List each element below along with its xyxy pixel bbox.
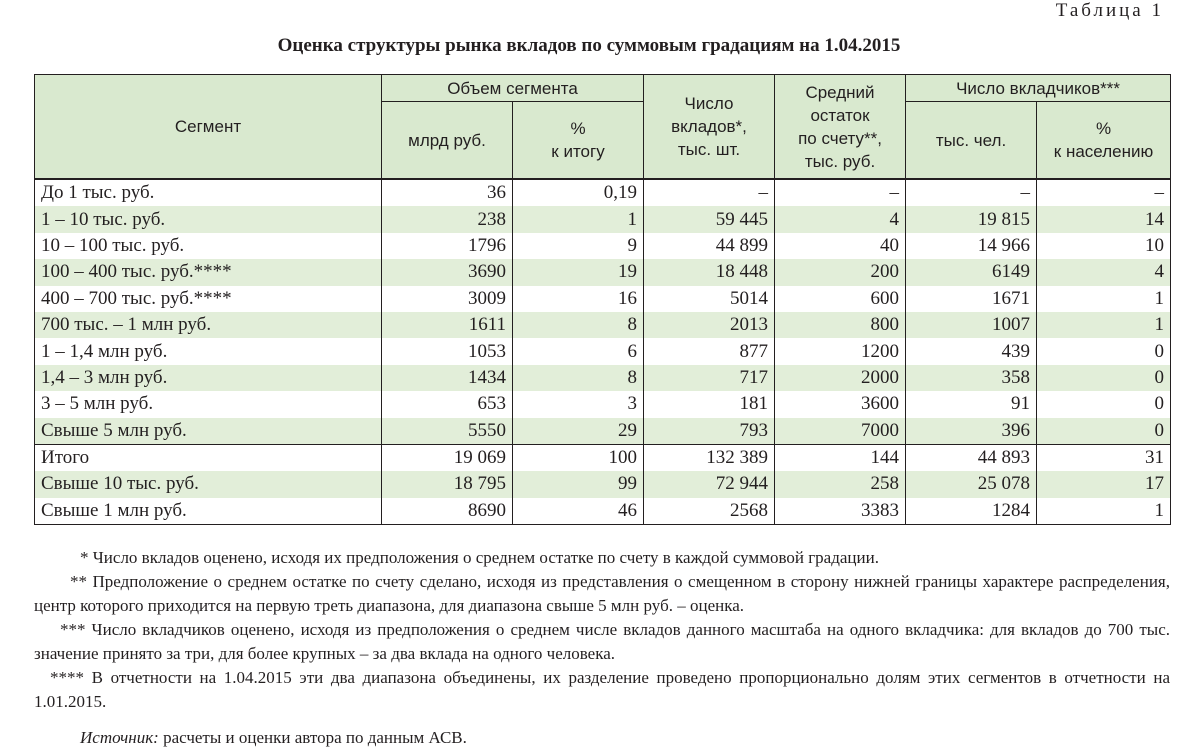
cell-depositors: 1671 bbox=[906, 286, 1037, 312]
cell-depositors: 439 bbox=[906, 338, 1037, 364]
cell-segment: 1 – 1,4 млн руб. bbox=[35, 338, 382, 364]
cell-volume: 1434 bbox=[382, 365, 513, 391]
cell-average-balance: 258 bbox=[775, 471, 906, 497]
cell-pct-total: 99 bbox=[513, 471, 644, 497]
cell-pct-population: 0 bbox=[1037, 338, 1171, 364]
cell-deposits: 181 bbox=[644, 391, 775, 417]
cell-deposits: – bbox=[644, 179, 775, 206]
cell-depositors: 6149 bbox=[906, 259, 1037, 285]
footnote-2: ** Предположение о среднем остатке по счету сделано, исходя из представления о смещенном в сторону нижней границы характере распределения, центр которого приходится на первую треть диапазона, для диапазона свыше 5 млн руб. – оценка. bbox=[34, 572, 1170, 615]
cell-deposits: 793 bbox=[644, 418, 775, 445]
table-row bbox=[35, 498, 1171, 525]
header-depositors-pct: % к населению bbox=[1037, 102, 1171, 180]
cell-pct-population: 17 bbox=[1037, 471, 1171, 497]
source-label: Источник: bbox=[80, 728, 159, 747]
cell-segment: Свыше 5 млн руб. bbox=[35, 418, 382, 445]
cell-segment: 1 – 10 тыс. руб. bbox=[35, 206, 382, 232]
cell-pct-total: 46 bbox=[513, 498, 644, 525]
cell-segment: 1,4 – 3 млн руб. bbox=[35, 365, 382, 391]
cell-depositors: 1007 bbox=[906, 312, 1037, 338]
cell-segment: Итого bbox=[35, 444, 382, 471]
header-volume-pct: % к итогу bbox=[513, 102, 644, 180]
cell-volume: 3009 bbox=[382, 286, 513, 312]
cell-deposits: 18 448 bbox=[644, 259, 775, 285]
table-row bbox=[35, 233, 1171, 259]
cell-pct-total: 1 bbox=[513, 206, 644, 232]
cell-deposits: 2013 bbox=[644, 312, 775, 338]
footnote-3: *** Число вкладчиков оценено, исходя из предположения о среднем числе вкладов данного масштаба на одного вкладчика: для вкладов до 700 тыс. значение принято за три, для более крупных – за два вклада на одного человека. bbox=[34, 620, 1170, 663]
cell-average-balance: 600 bbox=[775, 286, 906, 312]
table-row bbox=[35, 471, 1171, 497]
cell-deposits: 2568 bbox=[644, 498, 775, 525]
cell-depositors: 1284 bbox=[906, 498, 1037, 525]
cell-average-balance: 3383 bbox=[775, 498, 906, 525]
cell-deposits: 877 bbox=[644, 338, 775, 364]
cell-pct-population: 4 bbox=[1037, 259, 1171, 285]
cell-segment: 10 – 100 тыс. руб. bbox=[35, 233, 382, 259]
cell-depositors: 91 bbox=[906, 391, 1037, 417]
header-depositors-group: Число вкладчиков*** bbox=[906, 75, 1171, 102]
cell-pct-population: 14 bbox=[1037, 206, 1171, 232]
cell-pct-total: 16 bbox=[513, 286, 644, 312]
header-average-balance: Средний остаток по счету**, тыс. руб. bbox=[775, 75, 906, 180]
deposit-structure-table bbox=[34, 74, 1171, 525]
cell-pct-total: 9 bbox=[513, 233, 644, 259]
cell-pct-total: 100 bbox=[513, 444, 644, 471]
cell-volume: 8690 bbox=[382, 498, 513, 525]
cell-depositors: 358 bbox=[906, 365, 1037, 391]
cell-deposits: 59 445 bbox=[644, 206, 775, 232]
cell-segment: До 1 тыс. руб. bbox=[35, 179, 382, 206]
cell-deposits: 72 944 bbox=[644, 471, 775, 497]
cell-volume: 5550 bbox=[382, 418, 513, 445]
cell-deposits: 132 389 bbox=[644, 444, 775, 471]
cell-average-balance: 7000 bbox=[775, 418, 906, 445]
table-row bbox=[35, 179, 1171, 206]
cell-volume: 36 bbox=[382, 179, 513, 206]
source-text: расчеты и оценки автора по данным АСВ. bbox=[158, 728, 467, 747]
cell-volume: 1053 bbox=[382, 338, 513, 364]
footnote-1: * Число вкладов оценено, исходя их предположения о среднем остатке по счету в каждой суммовой градации. bbox=[80, 548, 879, 567]
cell-depositors: – bbox=[906, 179, 1037, 206]
table-body bbox=[35, 179, 1171, 525]
cell-average-balance: 2000 bbox=[775, 365, 906, 391]
footnote-4: **** В отчетности на 1.04.2015 эти два диапазона объединены, их разделение проведено пропорционально долям этих сегментов в отчетности на 1.01.2015. bbox=[34, 668, 1170, 711]
cell-segment: 3 – 5 млн руб. bbox=[35, 391, 382, 417]
cell-pct-population: 1 bbox=[1037, 498, 1171, 525]
cell-depositors: 396 bbox=[906, 418, 1037, 445]
cell-pct-total: 8 bbox=[513, 312, 644, 338]
cell-deposits: 717 bbox=[644, 365, 775, 391]
cell-pct-population: – bbox=[1037, 179, 1171, 206]
cell-average-balance: 40 bbox=[775, 233, 906, 259]
cell-pct-total: 6 bbox=[513, 338, 644, 364]
cell-pct-population: 1 bbox=[1037, 286, 1171, 312]
table-row bbox=[35, 418, 1171, 445]
cell-average-balance: 1200 bbox=[775, 338, 906, 364]
cell-volume: 3690 bbox=[382, 259, 513, 285]
cell-average-balance: 144 bbox=[775, 444, 906, 471]
cell-volume: 653 bbox=[382, 391, 513, 417]
cell-pct-population: 10 bbox=[1037, 233, 1171, 259]
cell-pct-population: 0 bbox=[1037, 365, 1171, 391]
table-number-label: Таблица 1 bbox=[1055, 0, 1164, 21]
table-row bbox=[35, 365, 1171, 391]
cell-segment: 100 – 400 тыс. руб.**** bbox=[35, 259, 382, 285]
footnotes bbox=[34, 546, 1170, 750]
cell-depositors: 44 893 bbox=[906, 444, 1037, 471]
source-note bbox=[34, 726, 1170, 750]
cell-deposits: 44 899 bbox=[644, 233, 775, 259]
cell-pct-population: 0 bbox=[1037, 418, 1171, 445]
header-deposits: Число вкладов*, тыс. шт. bbox=[644, 75, 775, 180]
cell-pct-total: 8 bbox=[513, 365, 644, 391]
cell-deposits: 5014 bbox=[644, 286, 775, 312]
cell-pct-population: 1 bbox=[1037, 312, 1171, 338]
cell-average-balance: 4 bbox=[775, 206, 906, 232]
table-row bbox=[35, 206, 1171, 232]
header-volume-bln: млрд руб. bbox=[382, 102, 513, 180]
cell-pct-total: 19 bbox=[513, 259, 644, 285]
cell-volume: 19 069 bbox=[382, 444, 513, 471]
cell-segment: 400 – 700 тыс. руб.**** bbox=[35, 286, 382, 312]
cell-average-balance: 800 bbox=[775, 312, 906, 338]
cell-pct-total: 0,19 bbox=[513, 179, 644, 206]
cell-depositors: 25 078 bbox=[906, 471, 1037, 497]
table-row bbox=[35, 391, 1171, 417]
header-depositors-thousand: тыс. чел. bbox=[906, 102, 1037, 180]
cell-average-balance: 200 bbox=[775, 259, 906, 285]
cell-average-balance: – bbox=[775, 179, 906, 206]
table-row bbox=[35, 312, 1171, 338]
cell-segment: Свыше 1 млн руб. bbox=[35, 498, 382, 525]
cell-pct-population: 31 bbox=[1037, 444, 1171, 471]
cell-pct-total: 3 bbox=[513, 391, 644, 417]
cell-volume: 1611 bbox=[382, 312, 513, 338]
table-title: Оценка структуры рынка вкладов по суммовым градациям на 1.04.2015 bbox=[277, 35, 901, 56]
table-row bbox=[35, 338, 1171, 364]
cell-volume: 1796 bbox=[382, 233, 513, 259]
header-segment: Сегмент bbox=[35, 75, 382, 180]
cell-segment: Свыше 10 тыс. руб. bbox=[35, 471, 382, 497]
table-row bbox=[35, 444, 1171, 471]
cell-pct-total: 29 bbox=[513, 418, 644, 445]
table-row bbox=[35, 286, 1171, 312]
cell-average-balance: 3600 bbox=[775, 391, 906, 417]
cell-depositors: 14 966 bbox=[906, 233, 1037, 259]
cell-segment: 700 тыс. – 1 млн руб. bbox=[35, 312, 382, 338]
cell-pct-population: 0 bbox=[1037, 391, 1171, 417]
header-volume-group: Объем сегмента bbox=[382, 75, 644, 102]
cell-depositors: 19 815 bbox=[906, 206, 1037, 232]
cell-volume: 18 795 bbox=[382, 471, 513, 497]
table-row bbox=[35, 259, 1171, 285]
cell-volume: 238 bbox=[382, 206, 513, 232]
